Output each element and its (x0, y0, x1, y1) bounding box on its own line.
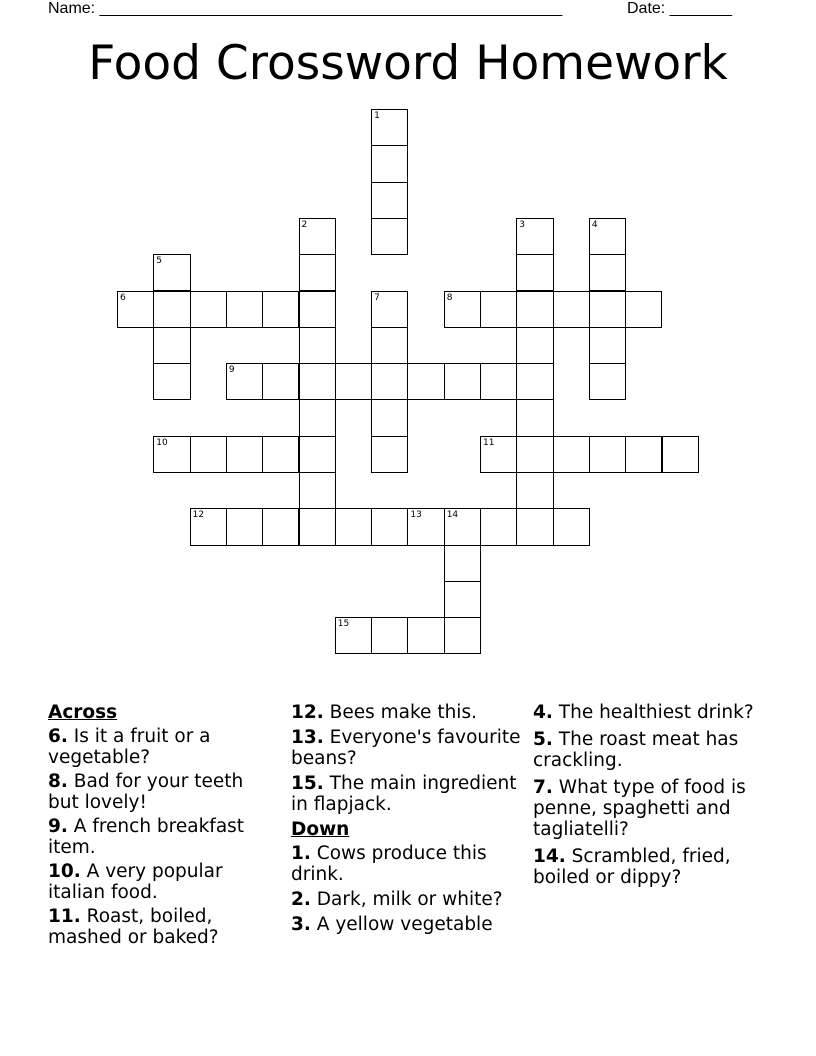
crossword-cell[interactable] (335, 363, 372, 400)
crossword-cell[interactable] (226, 291, 263, 328)
clue-text: Roast, boiled, mashed or baked? (48, 906, 219, 948)
crossword-cell[interactable] (589, 291, 626, 328)
crossword-cell[interactable] (407, 617, 444, 654)
crossword-cell[interactable] (516, 327, 553, 364)
cell-number: 7 (374, 292, 380, 303)
crossword-cell[interactable] (444, 508, 481, 545)
cell-number: 11 (483, 437, 495, 448)
cell-number: 13 (410, 510, 422, 521)
crossword-cell[interactable] (371, 182, 408, 219)
clue-text: A french breakfast item. (48, 816, 245, 858)
crossword-cell[interactable] (516, 472, 553, 509)
across-clue (48, 726, 278, 768)
crossword-cell[interactable] (299, 327, 336, 364)
cell-number: 5 (156, 256, 163, 267)
crossword-cell[interactable] (262, 436, 299, 473)
crossword-cell[interactable] (444, 363, 481, 400)
crossword-cell[interactable] (262, 508, 299, 545)
crossword-cell[interactable] (226, 508, 263, 545)
crossword-cell[interactable] (516, 363, 553, 400)
across-clue (48, 771, 278, 813)
crossword-cell[interactable] (480, 508, 517, 545)
down-clue (291, 843, 521, 885)
clue-text: The healthiest drink? (558, 702, 754, 723)
crossword-cell[interactable] (516, 399, 553, 436)
crossword-cell[interactable] (625, 291, 662, 328)
cell-number: 6 (120, 292, 126, 303)
page-title: Food Crossword Homework (88, 36, 728, 91)
crossword-cell[interactable] (516, 508, 553, 545)
crossword-cell[interactable] (480, 436, 517, 473)
clue-text: Bees make this. (329, 702, 477, 723)
crossword-cell[interactable] (371, 145, 408, 182)
across-clue (291, 702, 521, 723)
down-clue (533, 729, 773, 771)
clue-column-3 (533, 702, 773, 894)
crossword-cell[interactable] (299, 436, 336, 473)
crossword-cell[interactable] (226, 436, 263, 473)
clue-text: What type of food is penne, spaghetti and tagliatelli? (533, 777, 746, 840)
down-clue (533, 846, 773, 888)
crossword-cell[interactable] (153, 327, 190, 364)
crossword-cell[interactable] (444, 291, 481, 328)
clue-number: 11. (48, 906, 81, 927)
crossword-cell[interactable] (299, 363, 336, 400)
crossword-cell[interactable] (371, 218, 408, 255)
crossword-cell[interactable] (262, 291, 299, 328)
crossword-grid (117, 109, 700, 657)
crossword-cell[interactable] (407, 363, 444, 400)
crossword-cell[interactable] (371, 327, 408, 364)
clue-number: 14. (533, 846, 566, 867)
across-clue (291, 727, 521, 769)
across-clue (48, 816, 278, 858)
clue-text: Dark, milk or white? (316, 889, 503, 910)
across-heading: Across (48, 702, 118, 723)
across-clue (48, 861, 278, 903)
name-field-line: Name: ____________________________________________________ (48, 0, 563, 17)
crossword-cell[interactable] (299, 291, 336, 328)
clue-number: 9. (48, 816, 68, 837)
clue-number: 10. (48, 861, 81, 882)
down-clue (291, 889, 521, 910)
crossword-cell[interactable] (190, 436, 227, 473)
cell-number: 4 (591, 219, 598, 230)
date-field-line: Date: _______ (627, 0, 732, 17)
clue-text: A very popular italian food. (48, 861, 223, 903)
cell-number: 12 (192, 510, 205, 521)
crossword-cell[interactable] (299, 218, 336, 255)
crossword-cell[interactable] (662, 436, 699, 473)
crossword-cell[interactable] (226, 363, 263, 400)
crossword-cell[interactable] (299, 254, 336, 291)
crossword-cell[interactable] (371, 508, 408, 545)
clue-text: Everyone's favourite beans? (291, 727, 521, 769)
crossword-cell[interactable] (153, 436, 190, 473)
clue-number: 4. (533, 702, 553, 723)
crossword-cell[interactable] (444, 545, 481, 582)
clue-text: Bad for your teeth but lovely! (48, 771, 244, 813)
clue-text: Cows produce this drink. (291, 843, 487, 885)
down-clue (533, 702, 773, 723)
crossword-cell[interactable] (589, 363, 626, 400)
crossword-cell[interactable] (153, 363, 190, 400)
clue-number: 8. (48, 771, 68, 792)
crossword-cell[interactable] (371, 109, 408, 146)
crossword-cell[interactable] (190, 508, 227, 545)
crossword-cell[interactable] (589, 436, 626, 473)
crossword-cell[interactable] (299, 399, 336, 436)
crossword-cell[interactable] (553, 291, 590, 328)
crossword-cell[interactable] (371, 617, 408, 654)
crossword-cell[interactable] (299, 508, 336, 545)
crossword-cell[interactable] (553, 508, 590, 545)
crossword-cell[interactable] (553, 436, 590, 473)
crossword-cell[interactable] (371, 291, 408, 328)
crossword-cell[interactable] (371, 436, 408, 473)
clue-column-1 (48, 702, 278, 951)
crossword-cell[interactable] (480, 363, 517, 400)
clue-text: The roast meat has crackling. (533, 729, 739, 771)
clue-number: 1. (291, 843, 311, 864)
down-clue (533, 777, 773, 840)
cell-number: 9 (228, 365, 235, 376)
crossword-cell[interactable] (516, 291, 553, 328)
crossword-cell[interactable] (589, 254, 626, 291)
clue-text: Scrambled, fried, boiled or dippy? (533, 846, 731, 888)
cell-number: 1 (374, 111, 380, 121)
cell-number: 3 (519, 219, 526, 230)
clue-number: 6. (48, 726, 68, 747)
crossword-cell[interactable] (516, 218, 553, 255)
cell-number: 8 (446, 292, 453, 303)
clue-number: 7. (533, 777, 553, 798)
crossword-cell[interactable] (516, 254, 553, 291)
clue-number: 5. (533, 729, 553, 750)
crossword-cell[interactable] (480, 291, 517, 328)
clue-column-2 (291, 702, 521, 939)
crossword-cell[interactable] (371, 363, 408, 400)
crossword-cell[interactable] (444, 617, 481, 654)
crossword-cell[interactable] (335, 617, 372, 654)
crossword-cell[interactable] (625, 436, 662, 473)
clue-number: 2. (291, 889, 311, 910)
crossword-cell[interactable] (589, 218, 626, 255)
crossword-cell[interactable] (299, 472, 336, 509)
cell-number: 10 (156, 437, 168, 448)
across-clue (48, 906, 278, 948)
clue-number: 13. (291, 727, 324, 748)
across-clue (291, 773, 521, 815)
crossword-cell[interactable] (335, 508, 372, 545)
crossword-cell[interactable] (371, 399, 408, 436)
down-clue (291, 914, 521, 935)
clue-text: The main ingredient in flapjack. (291, 773, 517, 815)
crossword-cell[interactable] (407, 508, 444, 545)
crossword-cell[interactable] (444, 581, 481, 618)
clue-number: 15. (291, 773, 324, 794)
cell-number: 14 (446, 510, 459, 521)
crossword-cell[interactable] (117, 291, 154, 328)
crossword-cell[interactable] (589, 327, 626, 364)
clue-number: 3. (291, 914, 311, 935)
clue-text: Is it a fruit or a vegetable? (48, 726, 211, 768)
crossword-cell[interactable] (190, 291, 227, 328)
crossword-cell[interactable] (153, 291, 190, 328)
clue-text: A yellow vegetable (316, 914, 493, 935)
crossword-cell[interactable] (516, 436, 553, 473)
crossword-cell[interactable] (153, 254, 190, 291)
down-heading: Down (291, 819, 350, 840)
cell-number: 2 (301, 219, 308, 230)
clue-number: 12. (291, 702, 324, 723)
crossword-cell[interactable] (262, 363, 299, 400)
cell-number: 15 (337, 619, 350, 630)
